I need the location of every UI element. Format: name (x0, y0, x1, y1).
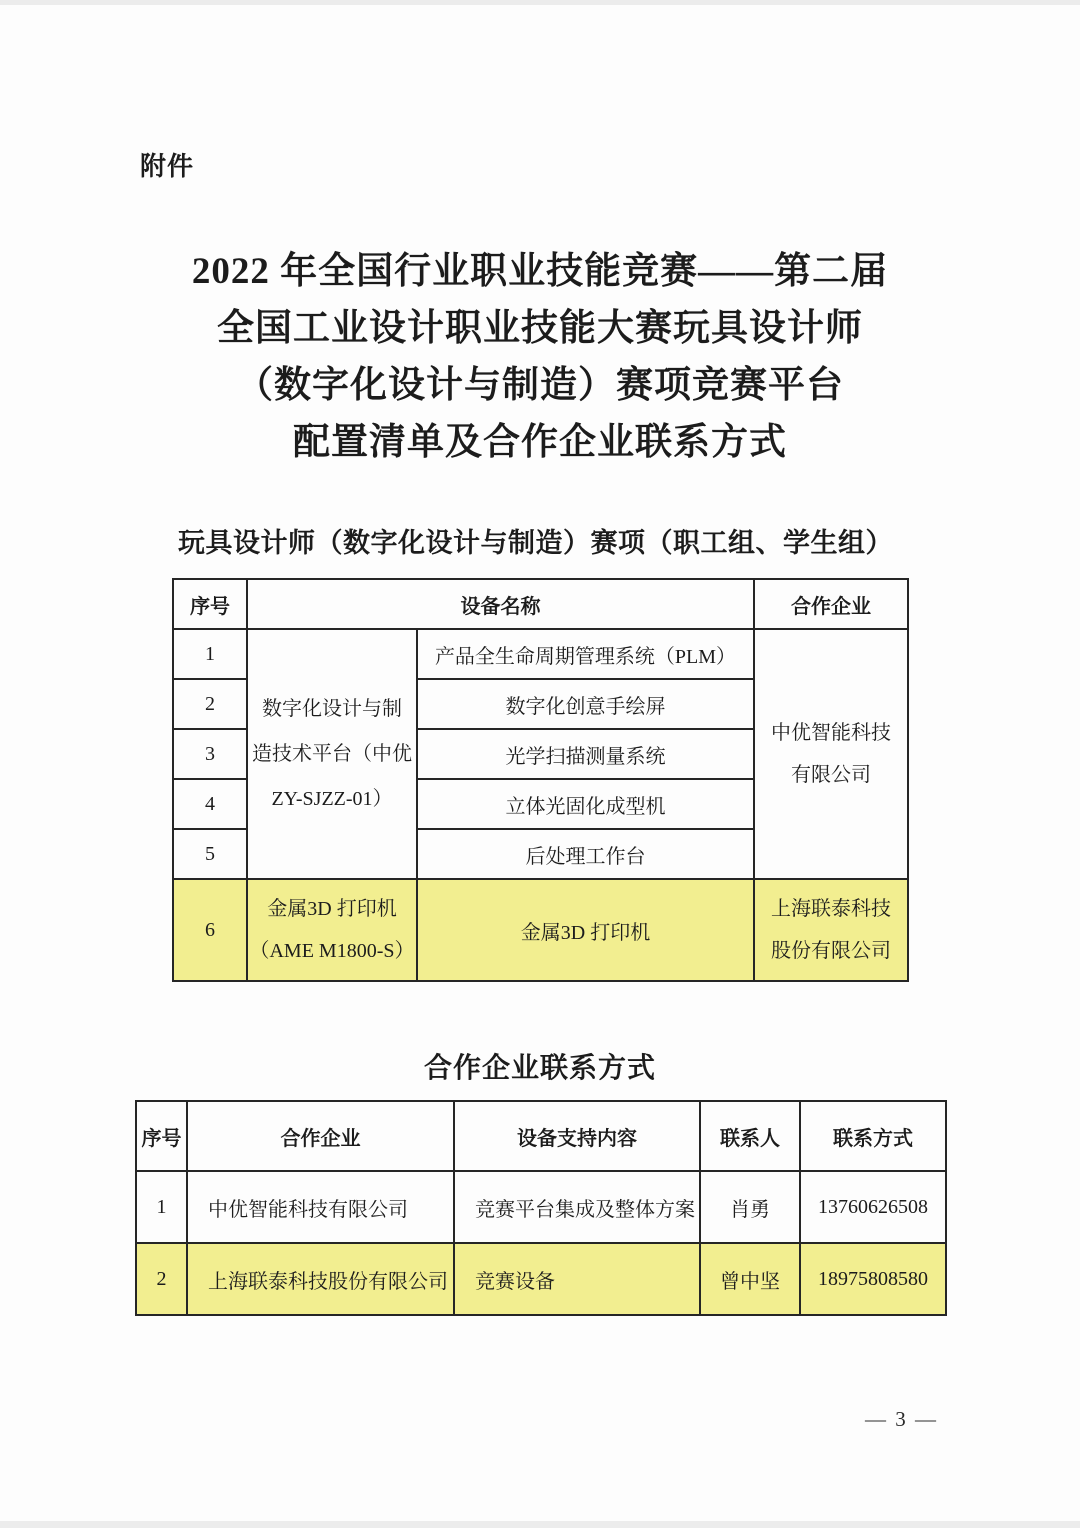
partner-line: 有限公司 (791, 764, 871, 786)
group-label-line: ZY-SJZZ-01） (271, 787, 393, 810)
row-device: 产品全生命周期管理系统（PLM） (417, 629, 754, 679)
row-no: 3 (173, 729, 247, 779)
partner-line: 上海联泰科技 (771, 898, 891, 920)
group-label-line: 数字化设计与制 (262, 697, 402, 720)
header-no: 序号 (136, 1101, 187, 1171)
header-company: 合作企业 (187, 1101, 454, 1171)
scan-edge-top (0, 0, 1080, 5)
contact-table (135, 1100, 947, 1316)
row-no: 2 (136, 1243, 187, 1315)
row-device: 立体光固化成型机 (417, 779, 754, 829)
row-device: 金属3D 打印机 (417, 879, 754, 981)
highlighted-table-row (173, 879, 908, 981)
title-line-1: 2022 年全国行业职业技能竞赛——第二届 (191, 251, 889, 292)
header-support: 设备支持内容 (454, 1101, 700, 1171)
header-partner: 合作企业 (754, 579, 908, 629)
header-no: 序号 (173, 579, 247, 629)
table-row (136, 1171, 946, 1243)
title-line-3: （数字化设计与制造）赛项竞赛平台 (236, 365, 844, 406)
row-device: 后处理工作台 (417, 829, 754, 879)
row-phone: 18975808580 (800, 1243, 946, 1315)
row-contact: 肖勇 (700, 1171, 800, 1243)
equipment-table-caption: 玩具设计师（数字化设计与制造）赛项（职工组、学生组） (178, 528, 893, 558)
highlighted-table-row (136, 1243, 946, 1315)
platform-group-label (247, 629, 417, 879)
contact-table-caption: 合作企业联系方式 (423, 1053, 656, 1084)
header-device: 设备名称 (247, 579, 754, 629)
highlight-row-label (247, 879, 417, 981)
row-phone: 13760626508 (800, 1171, 946, 1243)
group-partner (754, 629, 908, 879)
row-support: 竞赛平台集成及整体方案 (454, 1171, 700, 1243)
row-device: 数字化创意手绘屏 (417, 679, 754, 729)
highlight-label-line: 金属3D 打印机 (267, 898, 397, 920)
row-company: 上海联泰科技股份有限公司 (187, 1243, 454, 1315)
row-company: 中优智能科技有限公司 (187, 1171, 454, 1243)
contact-table-header-row (136, 1101, 946, 1171)
header-phone: 联系方式 (800, 1101, 946, 1171)
row-no: 1 (173, 629, 247, 679)
row-support: 竞赛设备 (454, 1243, 700, 1315)
row-no: 4 (173, 779, 247, 829)
page-number: — 3 — (865, 1407, 938, 1431)
partner-line: 中优智能科技 (771, 722, 891, 744)
row-no: 5 (173, 829, 247, 879)
group-label-line: 造技术平台（中优 (252, 742, 412, 765)
attachment-label: 附件 (140, 152, 195, 181)
document-title (0, 243, 1080, 471)
highlight-row-partner (754, 879, 908, 981)
equipment-table-header-row (173, 579, 908, 629)
title-line-2: 全国工业设计职业技能大赛玩具设计师 (217, 308, 863, 349)
row-contact: 曾中坚 (700, 1243, 800, 1315)
row-no: 6 (173, 879, 247, 981)
highlight-label-line: （AME M1800-S） (249, 940, 415, 962)
row-no: 1 (136, 1171, 187, 1243)
row-device: 光学扫描测量系统 (417, 729, 754, 779)
equipment-table (172, 578, 909, 982)
header-contact: 联系人 (700, 1101, 800, 1171)
row-no: 2 (173, 679, 247, 729)
title-line-4: 配置清单及合作企业联系方式 (293, 422, 787, 463)
scan-edge-bottom (0, 1521, 1080, 1528)
partner-line: 股份有限公司 (771, 940, 891, 962)
table-row (173, 629, 908, 679)
